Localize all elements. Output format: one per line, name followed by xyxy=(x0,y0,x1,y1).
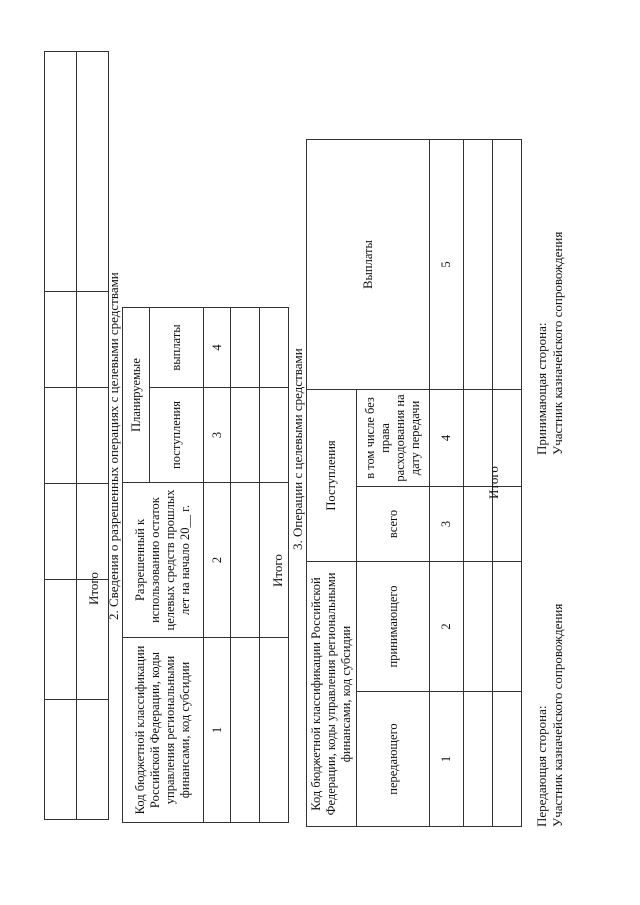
section3-receiver-header: принимающего xyxy=(357,561,430,691)
table-cell xyxy=(77,292,109,388)
table-cell xyxy=(45,484,77,580)
column-number: 4 xyxy=(430,389,464,486)
section1-table xyxy=(44,51,109,820)
table-cell xyxy=(77,52,109,292)
section3-total-label: Итого xyxy=(486,466,501,499)
table-cell xyxy=(45,580,77,700)
column-number: 1 xyxy=(430,692,464,827)
table-cell xyxy=(493,692,522,827)
column-number: 3 xyxy=(204,388,231,483)
column-number: 3 xyxy=(430,486,464,561)
table-cell xyxy=(260,308,289,388)
section3-receipts-total-header: всего xyxy=(357,486,430,561)
column-number: 1 xyxy=(204,638,231,823)
table-cell xyxy=(260,388,289,483)
table-cell xyxy=(493,139,522,389)
sender-signature-block xyxy=(534,604,566,827)
column-number: 5 xyxy=(430,139,464,389)
table-cell xyxy=(464,139,493,389)
section2-receipts-header: поступления xyxy=(150,388,204,483)
section3-receipts-without-right-header: в том числе без права расходования на дату передачи xyxy=(357,389,430,486)
section3-kbk-header: Код бюджетной классификации Российской Федерации, коды управления региональными финансами, код субсидии xyxy=(307,561,357,826)
column-number: 4 xyxy=(204,308,231,388)
section2-title: 2. Сведения о разрешенных операциях с целевыми средствами xyxy=(106,272,121,620)
table-cell xyxy=(260,638,289,823)
section2-payments-header: выплаты xyxy=(150,308,204,388)
table-cell xyxy=(493,561,522,691)
section2-kbk-header: Код бюджетной классификации Российской Федерации, коды управления региональными финансами, код субсидии xyxy=(123,638,204,823)
section3-title: 3. Операции с целевыми средствами xyxy=(290,348,305,550)
table-cell xyxy=(231,308,260,388)
receiver-role: Участник казначейского сопровождения xyxy=(550,231,565,455)
section3-receipts-header: Поступления xyxy=(307,389,357,561)
table-cell xyxy=(231,483,260,638)
table-cell xyxy=(464,561,493,691)
column-number: 2 xyxy=(204,483,231,638)
section3-payments-header: Выплаты xyxy=(307,139,430,389)
table-cell xyxy=(231,638,260,823)
table-cell xyxy=(45,292,77,388)
section2-total-label: Итого xyxy=(270,554,285,587)
table-cell xyxy=(45,388,77,484)
column-number: 2 xyxy=(430,561,464,691)
table-cell xyxy=(45,700,77,820)
section3-sender-header: передающего xyxy=(357,692,430,827)
section2-table xyxy=(122,307,289,823)
table-cell xyxy=(231,388,260,483)
table-cell xyxy=(464,692,493,827)
table-cell xyxy=(45,52,77,292)
table-cell xyxy=(77,700,109,820)
sender-role: Участник казначейского сопровождения xyxy=(550,603,565,827)
table-cell xyxy=(77,484,109,580)
section2-planned-header: Планируемые xyxy=(123,308,150,483)
table-cell xyxy=(77,388,109,484)
receiver-signature-block xyxy=(534,232,566,455)
section2-remainder-header: Разрешенный к использованию остаток целевых средств прошлых лет на начало 20__ г. xyxy=(123,483,204,638)
receiver-label: Принимающая сторона: xyxy=(534,322,549,455)
sender-label: Передающая сторона: xyxy=(534,705,549,827)
section1-total-label: Итого xyxy=(86,572,101,605)
